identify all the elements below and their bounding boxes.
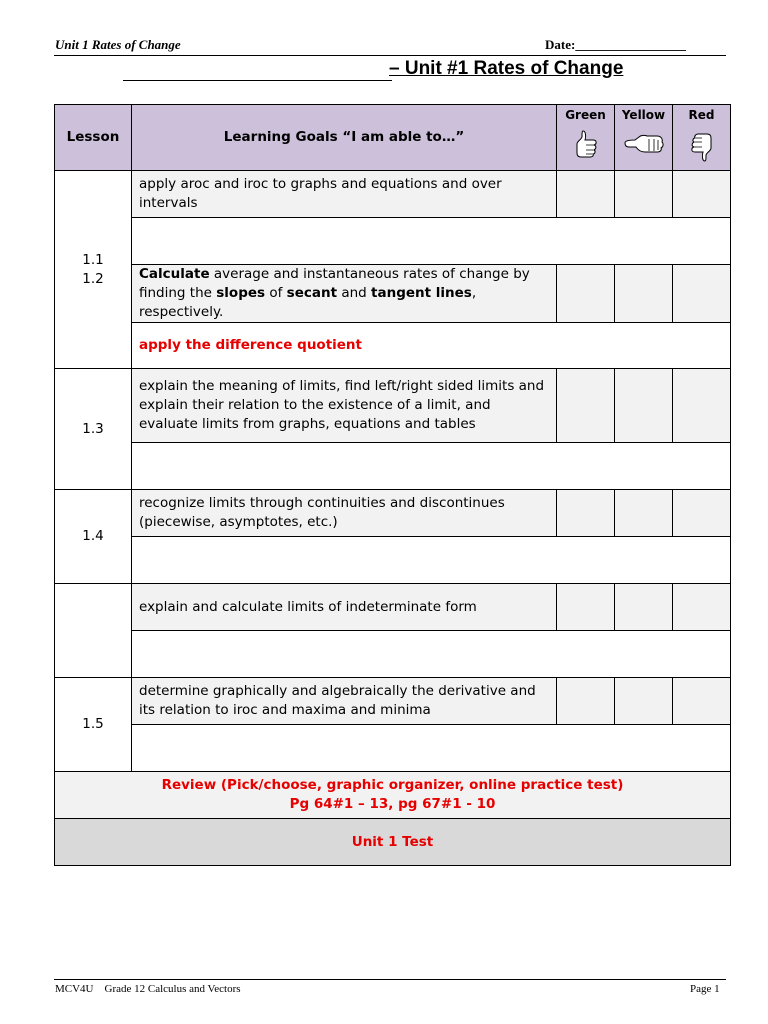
lesson-number-1-1-1-2 (55, 171, 132, 369)
page-title: – Unit #1 Rates of Change (389, 58, 624, 79)
learning-goals-column-header: Learning Goals “I am able to…” (132, 105, 557, 171)
table-header-row (55, 105, 731, 171)
learning-goal: explain the meaning of limits, find left/right sided limits and explain their relation to the existence of a limit, and evaluate limits from graphs, equations and tables (132, 369, 557, 443)
table-row (55, 218, 731, 265)
unit-test-label: Unit 1 Test (55, 819, 731, 866)
learning-goal: recognize limits through continuities and discontinues (piecewise, asymptotes, etc.) (132, 490, 557, 537)
thumb-sideways-icon (623, 129, 665, 155)
yellow-rating-cell[interactable] (615, 678, 673, 725)
review-pages: Pg 64#1 – 13, pg 67#1 - 10 (289, 796, 496, 812)
footer-divider (54, 979, 726, 980)
notes-cell[interactable] (132, 631, 731, 678)
header-unit-title: Unit 1 Rates of Change (55, 37, 181, 52)
review-instructions: Review (Pick/choose, graphic organizer, online practice test) (161, 777, 624, 793)
goal-text: , respectively. (139, 285, 477, 320)
goal-text: of (265, 285, 287, 301)
goal-keyword: Calculate (139, 266, 210, 282)
header-divider (54, 55, 726, 56)
green-label: Green (565, 108, 606, 122)
goal-text: average and instantaneous rates of change by finding the (139, 266, 530, 301)
yellow-rating-cell[interactable] (615, 171, 673, 218)
table-row (55, 265, 731, 323)
thumbs-up-icon (573, 129, 599, 159)
table-row (55, 678, 731, 725)
review-cell (55, 772, 731, 819)
table-row (55, 725, 731, 772)
table-row (55, 490, 731, 537)
yellow-column-header (615, 105, 673, 171)
table-row (55, 323, 731, 369)
learning-goal: apply aroc and iroc to graphs and equations and over intervals (132, 171, 557, 218)
notes-cell[interactable] (132, 537, 731, 584)
learning-goal-highlight: apply the difference quotient (132, 323, 731, 369)
footer-page-number: Page 1 (690, 983, 720, 995)
notes-cell[interactable] (132, 443, 731, 490)
red-rating-cell[interactable] (673, 490, 731, 537)
green-rating-cell[interactable] (557, 171, 615, 218)
green-rating-cell[interactable] (557, 265, 615, 323)
goal-text: and (337, 285, 372, 301)
red-column-header (673, 105, 731, 171)
red-label: Red (688, 108, 715, 122)
yellow-rating-cell[interactable] (615, 265, 673, 323)
goal-keyword: tangent lines (371, 285, 472, 301)
green-rating-cell[interactable] (557, 369, 615, 443)
yellow-label: Yellow (621, 108, 666, 122)
test-row (55, 819, 731, 866)
learning-goal: determine graphically and algebraically the derivative and its relation to iroc and maxima and minima (132, 678, 557, 725)
lesson-number: 1.1 1.2 (82, 251, 104, 287)
goal-keyword: secant (286, 285, 338, 301)
goal-keyword: slopes (216, 285, 266, 301)
notes-cell[interactable] (132, 218, 731, 265)
lesson-number: 1.3 (55, 369, 132, 490)
red-rating-cell[interactable] (673, 265, 731, 323)
yellow-rating-cell[interactable] (615, 369, 673, 443)
green-rating-cell[interactable] (557, 584, 615, 631)
notes-cell[interactable] (132, 725, 731, 772)
table-row (55, 369, 731, 443)
header-date-field: Date:_________________ (545, 37, 686, 52)
learning-goals-table (54, 104, 731, 866)
lesson-number: 1.5 (55, 678, 132, 772)
table-row (55, 171, 731, 218)
thumbs-down-icon (689, 129, 715, 163)
green-column-header (557, 105, 615, 171)
yellow-rating-cell[interactable] (615, 584, 673, 631)
green-rating-cell[interactable] (557, 490, 615, 537)
green-rating-cell[interactable] (557, 678, 615, 725)
learning-goal (132, 265, 557, 323)
lesson-number: 1.4 (55, 490, 132, 584)
lesson-column-header: Lesson (55, 105, 132, 171)
learning-goal: explain and calculate limits of indeterminate form (132, 584, 557, 631)
yellow-rating-cell[interactable] (615, 490, 673, 537)
red-rating-cell[interactable] (673, 369, 731, 443)
footer-course: MCV4U Grade 12 Calculus and Vectors (55, 983, 241, 995)
review-row (55, 772, 731, 819)
table-row (55, 631, 731, 678)
lesson-number-empty (55, 584, 132, 678)
name-blank-line (123, 80, 392, 81)
red-rating-cell[interactable] (673, 171, 731, 218)
red-rating-cell[interactable] (673, 678, 731, 725)
red-rating-cell[interactable] (673, 584, 731, 631)
table-row (55, 443, 731, 490)
table-row (55, 584, 731, 631)
table-row (55, 537, 731, 584)
